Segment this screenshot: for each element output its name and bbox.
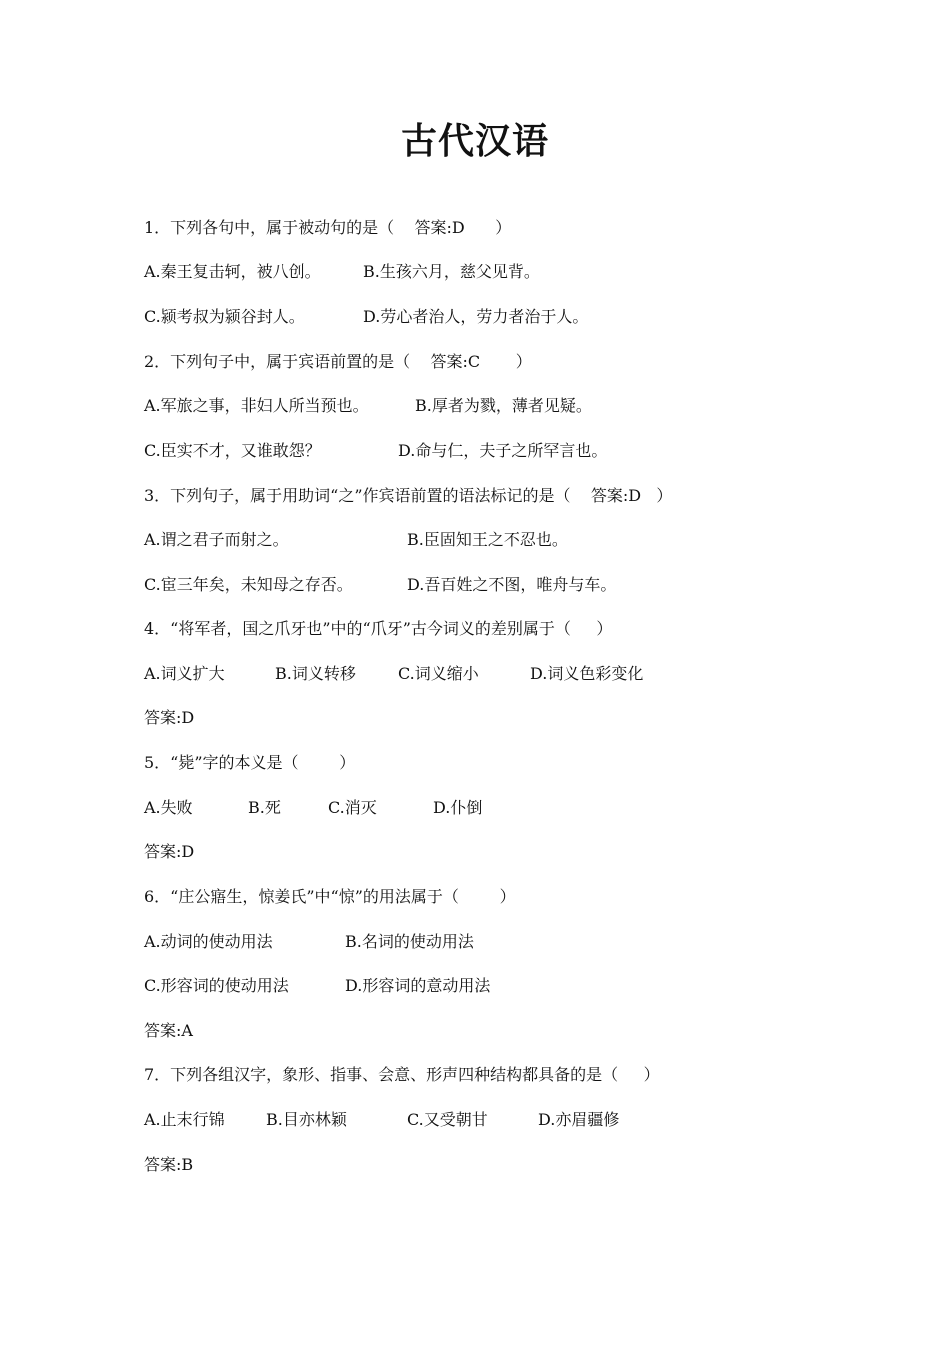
question-2-options-row-2: [144, 438, 608, 464]
question-6-answer: 答案:A: [144, 1021, 193, 1040]
question-7-option-c: C.又受朝甘: [407, 1110, 488, 1129]
question-6-option-d: D.形容词的意动用法: [345, 976, 491, 995]
question-7-option-a: A.止末行锦: [144, 1110, 225, 1129]
question-5-option-a: A.失败: [144, 798, 193, 817]
question-3-option-d: D.吾百姓之不图，唯舟与车。: [407, 575, 617, 594]
question-1-option-b: B.生孩六月，慈父见背。: [363, 262, 540, 281]
question-2-option-b: B.厚者为戮，薄者见疑。: [415, 396, 592, 415]
question-3-options-row-2: [144, 572, 617, 598]
question-2-stem: 2．下列句子中，属于宾语前置的是（ 答案:C ）: [144, 352, 532, 371]
question-6-option-c: C.形容词的使动用法: [144, 976, 289, 995]
question-2-options-row-1: [144, 393, 592, 419]
question-2-option-c: C.臣实不才，又谁敢怨？: [144, 441, 321, 460]
question-5-option-b: B.死: [248, 798, 281, 817]
question-6-stem: 6．“庄公寤生，惊姜氏”中“惊”的用法属于（ ）: [144, 887, 516, 906]
question-4-option-d: D.词义色彩变化: [530, 664, 644, 683]
question-1-option-a: A.秦王复击轲，被八创。: [144, 262, 321, 281]
question-7-options-row-1: [144, 1107, 620, 1133]
question-1-option-c: C.颍考叔为颍谷封人。: [144, 307, 305, 326]
question-6-options-row-2: [144, 973, 491, 999]
question-7-stem: 7．下列各组汉字，象形、指事、会意、形声四种结构都具备的是（ ）: [144, 1065, 660, 1084]
question-3-option-c: C.宦三年矣，未知母之存否。: [144, 575, 353, 594]
question-3-option-b: B.臣固知王之不忍也。: [407, 530, 568, 549]
question-5-option-d: D.仆倒: [433, 798, 483, 817]
question-7-answer: 答案:B: [144, 1155, 194, 1174]
question-1-options-row-2: [144, 304, 589, 330]
question-6-options-row-1: [144, 929, 474, 955]
question-3-option-a: A.谓之君子而射之。: [144, 530, 289, 549]
question-1-stem: 1．下列各句中，属于被动句的是（ 答案:D ）: [144, 218, 512, 237]
question-1-option-d: D.劳心者治人，劳力者治于人。: [363, 307, 589, 326]
question-3-stem: 3．下列句子，属于用助词“之”作宾语前置的语法标记的是（ 答案:D ）: [144, 486, 673, 505]
question-4-option-a: A.词义扩大: [144, 664, 225, 683]
question-7-option-d: D.亦眉疆修: [538, 1110, 620, 1129]
question-5-options-row-1: [144, 795, 483, 821]
question-4-option-c: C.词义缩小: [398, 664, 479, 683]
question-7-option-b: B.目亦林颖: [266, 1110, 347, 1129]
question-4-answer: 答案:D: [144, 708, 195, 727]
question-5-answer: 答案:D: [144, 842, 195, 861]
question-5-stem: 5．“毙”字的本义是（ ）: [144, 753, 356, 772]
question-2-option-d: D.命与仁，夫子之所罕言也。: [398, 441, 608, 460]
question-4-options-row-1: [144, 661, 644, 687]
document-title: 古代汉语: [400, 121, 549, 162]
question-1-options-row-1: [144, 259, 540, 285]
question-6-option-b: B.名词的使动用法: [345, 932, 474, 951]
question-3-options-row-1: [144, 527, 568, 553]
question-4-option-b: B.词义转移: [275, 664, 356, 683]
question-6-option-a: A.动词的使动用法: [144, 932, 273, 951]
question-2-option-a: A.军旅之事，非妇人所当预也。: [144, 396, 369, 415]
question-4-stem: 4．“将军者，国之爪牙也”中的“爪牙”古今词义的差别属于（ ）: [144, 619, 613, 638]
question-5-option-c: C.消灭: [328, 798, 377, 817]
